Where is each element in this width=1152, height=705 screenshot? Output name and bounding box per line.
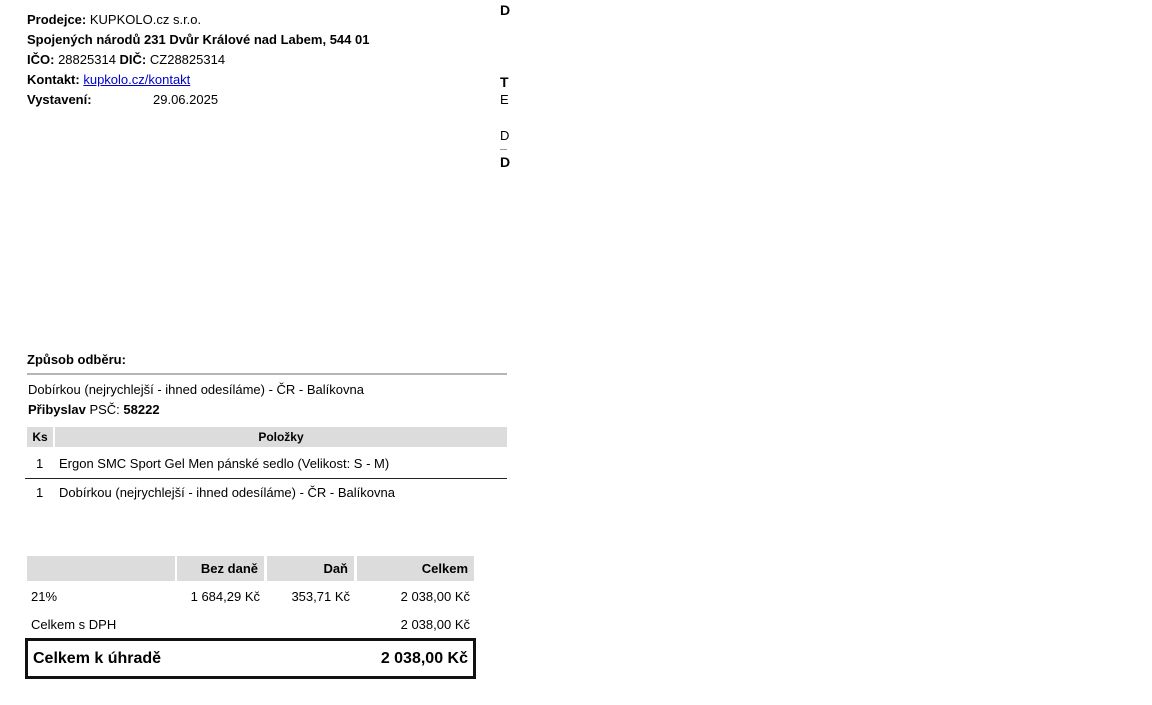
net-amount: 1 684,29 Kč [190, 589, 260, 604]
amount-due-value: 2 038,00 Kč [380, 650, 468, 667]
ico-value: 28825314 [58, 52, 116, 67]
item-qty: 1 [36, 485, 44, 500]
seller-line [27, 12, 201, 27]
delivery-divider [27, 373, 507, 375]
item-name: Dobírkou (nejrychlejší - ihned odesíláme) - ČR - Balíkovna [59, 485, 395, 500]
delivery-heading: Způsob odběru: [27, 352, 126, 367]
cropped-text-5: D [500, 154, 511, 170]
contact-label: Kontakt: [27, 72, 80, 87]
contact-link[interactable]: kupkolo.cz/kontakt [83, 72, 191, 87]
cropped-text-3: E [500, 92, 509, 107]
seller-label: Prodejce: [27, 12, 87, 27]
items-header-name: Položky [55, 427, 507, 447]
delivery-place: Přibyslav [28, 402, 86, 417]
items-row-divider [25, 478, 507, 479]
item-qty: 1 [36, 456, 44, 471]
seller-ids [27, 52, 225, 67]
item-name: Ergon SMC Sport Gel Men pánské sedlo (Velikost: S - M) [59, 456, 390, 471]
seller-address: Spojených národů 231 Dvůr Králové nad Labem, 544 01 [27, 32, 370, 47]
amount-due-label: Celkem k úhradě [33, 650, 162, 667]
psc-value: 58222 [123, 402, 160, 417]
cropped-text-4: D [500, 128, 510, 143]
summary-header-total: Celkem [357, 556, 474, 581]
cropped-divider [500, 149, 507, 150]
dic-label: DIČ: [119, 52, 147, 67]
issued-label: Vystavení: [27, 92, 92, 107]
summary-header-net: Bez daně [177, 556, 264, 581]
ico-label: IČO: [27, 52, 55, 67]
contact-line [27, 72, 190, 87]
seller-name: KUPKOLO.cz s.r.o. [89, 12, 202, 27]
delivery-place-line [28, 402, 160, 417]
total-amount: 2 038,00 Kč [400, 589, 470, 604]
cropped-text-1: D [500, 2, 511, 18]
summary-header-tax: Daň [267, 556, 354, 581]
summary-header-blank [27, 556, 175, 581]
vat-rate: 21% [31, 589, 58, 604]
items-header-qty: Ks [27, 427, 53, 447]
dic-value: CZ28825314 [149, 52, 226, 67]
delivery-method: Dobírkou (nejrychlejší - ihned odesíláme) - ČR - Balíkovna [28, 382, 364, 397]
issued-date: 29.06.2025 [153, 92, 219, 107]
amount-due-box [25, 638, 476, 679]
total-with-vat-value: 2 038,00 Kč [400, 617, 470, 632]
total-with-vat-label: Celkem s DPH [31, 617, 117, 632]
psc-label: PSČ: [89, 402, 120, 417]
tax-amount: 353,71 Kč [291, 589, 350, 604]
cropped-text-2: T [500, 74, 509, 90]
